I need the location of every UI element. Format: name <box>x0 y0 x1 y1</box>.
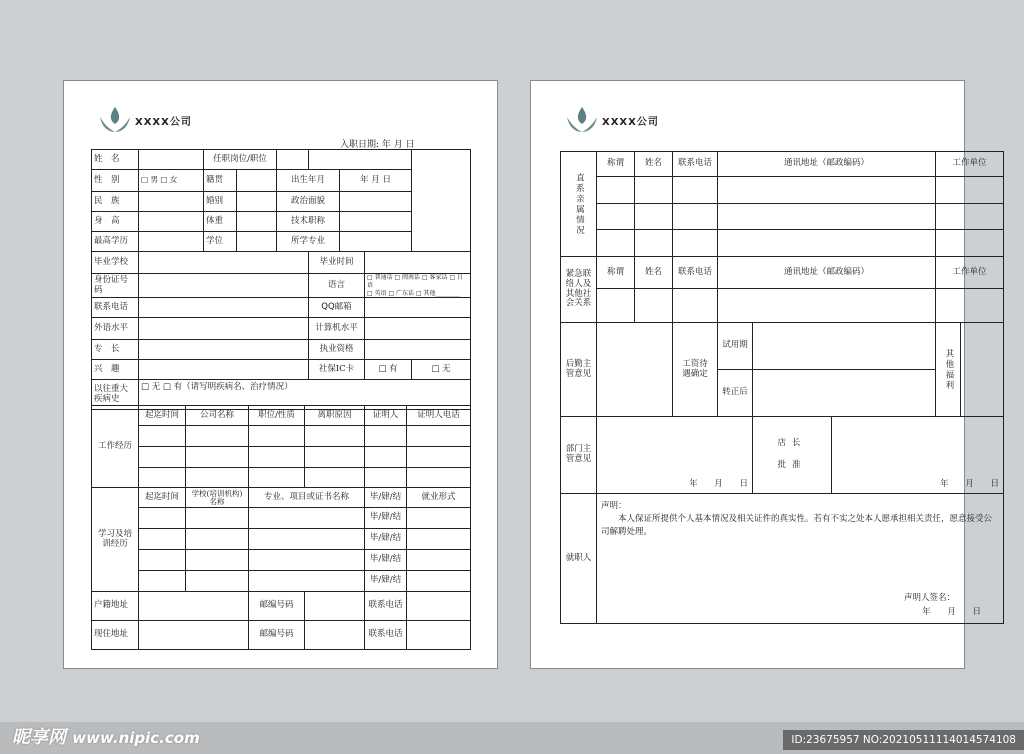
ethnic-field[interactable] <box>139 192 204 212</box>
regular-label: 转正后 <box>718 370 753 417</box>
degree-field[interactable] <box>237 232 277 252</box>
s-school-header: 学校(培训机构)名称 <box>186 488 249 508</box>
specialty-label: 专 长 <box>92 340 139 360</box>
work-cell[interactable] <box>407 447 471 468</box>
probation-field[interactable] <box>753 323 936 370</box>
regular-field[interactable] <box>753 370 936 417</box>
position-field-2[interactable] <box>309 150 412 170</box>
study-cell[interactable] <box>249 529 365 550</box>
watermark-id: ID:23675957 NO:20210511114014574108 <box>783 730 1024 750</box>
s-status-cell[interactable]: 毕/肄/结 <box>365 550 407 571</box>
manager-date: 年 月 日 <box>940 479 1000 490</box>
e-phone-header: 联系电话 <box>673 257 718 289</box>
work-cell[interactable] <box>365 468 407 488</box>
w-reason-header: 离职原因 <box>305 406 365 426</box>
leaf-logo-icon <box>98 105 132 135</box>
study-cell[interactable] <box>249 508 365 529</box>
study-cell[interactable] <box>186 529 249 550</box>
foreign-field[interactable] <box>139 318 309 340</box>
s-status-cell[interactable]: 毕/肄/结 <box>365 529 407 550</box>
computer-label: 计算机水平 <box>309 318 365 340</box>
phone-label: 联系电话 <box>92 298 139 318</box>
study-cell[interactable] <box>186 571 249 592</box>
company-name: XXXX公司 <box>135 116 192 128</box>
work-history-table <box>91 405 471 650</box>
signature-date: 年 月 日 <box>922 607 982 618</box>
id-field[interactable] <box>139 274 309 298</box>
leaf-logo-icon <box>565 105 599 135</box>
illness-options[interactable]: □ 无 □ 有（请写明疾病名、治疗情况） <box>139 380 471 410</box>
id-label: 身份证号码 <box>92 274 139 298</box>
weight-label: 体重 <box>204 212 237 232</box>
s-form-header: 就业形式 <box>407 488 471 508</box>
work-cell[interactable] <box>186 468 249 488</box>
personal-info-table <box>91 149 471 410</box>
weight-field[interactable] <box>237 212 277 232</box>
work-cell[interactable] <box>365 426 407 447</box>
family-cell[interactable] <box>597 177 635 204</box>
political-field[interactable] <box>340 192 412 212</box>
specialty-field[interactable] <box>139 340 309 360</box>
work-cell[interactable] <box>407 468 471 488</box>
address-label: 现住地址 <box>92 621 139 650</box>
family-cell[interactable] <box>936 204 1004 230</box>
study-cell[interactable] <box>407 571 471 592</box>
tech-field[interactable] <box>340 212 412 232</box>
f-name-header: 姓名 <box>635 152 673 177</box>
social-no-option[interactable]: □ 无 <box>412 360 471 380</box>
edu-label: 最高学历 <box>92 232 139 252</box>
e-work-header: 工作单位 <box>936 257 1004 289</box>
manager-label: 店长 <box>777 438 807 449</box>
lang-label: 语言 <box>309 274 365 298</box>
phone-field[interactable] <box>139 298 309 318</box>
work-cell[interactable] <box>305 468 365 488</box>
w-witness-header: 证明人 <box>365 406 407 426</box>
approve-label: 批准 <box>777 460 807 470</box>
major-field[interactable] <box>340 232 412 252</box>
native-field[interactable] <box>237 170 277 192</box>
family-cell[interactable] <box>597 204 635 230</box>
phone2-label: 联系电话 <box>365 592 407 621</box>
position-label: 任职岗位/职位 <box>204 150 277 170</box>
hukou-field[interactable] <box>139 592 249 621</box>
political-label: 政治面貌 <box>277 192 340 212</box>
family-cell[interactable] <box>718 204 936 230</box>
grad-time-label: 毕业时间 <box>309 252 365 274</box>
f-title-header: 称谓 <box>597 152 635 177</box>
ethnic-label: 民 族 <box>92 192 139 212</box>
family-label-text: 直系亲属情况 <box>574 172 585 236</box>
work-cell[interactable] <box>139 447 186 468</box>
study-cell[interactable] <box>407 508 471 529</box>
e-title-header: 称谓 <box>597 257 635 289</box>
name-field[interactable] <box>139 150 204 170</box>
study-label <box>92 488 139 592</box>
s-status-cell[interactable]: 毕/肄/结 <box>365 571 407 592</box>
emergency-cell[interactable] <box>936 289 1004 323</box>
study-cell[interactable] <box>186 550 249 571</box>
welfare-label-text: 其他福利 <box>943 348 954 391</box>
watermark-logo-text: 昵享网 <box>12 727 66 748</box>
tech-label: 技术职称 <box>277 212 340 232</box>
work-cell[interactable] <box>139 426 186 447</box>
company-logo <box>98 105 192 135</box>
work-cell[interactable] <box>186 447 249 468</box>
welfare-field[interactable] <box>961 323 1004 417</box>
study-cell[interactable] <box>139 550 186 571</box>
marriage-label: 婚别 <box>204 192 237 212</box>
watermark-url: www.nipic.com <box>72 729 200 747</box>
work-cell[interactable] <box>249 426 305 447</box>
study-cell[interactable] <box>407 550 471 571</box>
probation-label: 试用期 <box>718 323 753 370</box>
gender-label: 性 别 <box>92 170 139 192</box>
work-label: 工作经历 <box>92 406 139 488</box>
marriage-field[interactable] <box>237 192 277 212</box>
family-cell[interactable] <box>673 230 718 257</box>
work-cell[interactable] <box>186 426 249 447</box>
f-work-header: 工作单位 <box>936 152 1004 177</box>
form-page-2 <box>530 80 1000 669</box>
qq-field[interactable] <box>365 298 471 318</box>
emergency-cell[interactable] <box>673 289 718 323</box>
dept-label <box>561 417 597 494</box>
position-field[interactable] <box>277 150 309 170</box>
postcode-field-2[interactable] <box>305 621 365 650</box>
dept-date: 年 月 日 <box>689 479 748 490</box>
relations-table <box>560 151 1004 624</box>
hobby-label: 兴 趣 <box>92 360 139 380</box>
school-label: 毕业学校 <box>92 252 139 274</box>
work-cell[interactable] <box>365 447 407 468</box>
signature-label: 声明人签名： <box>904 593 956 604</box>
computer-field[interactable] <box>365 318 471 340</box>
degree-label: 学位 <box>204 232 237 252</box>
study-cell[interactable] <box>407 529 471 550</box>
e-name-header: 姓名 <box>635 257 673 289</box>
native-label: 籍贯 <box>204 170 237 192</box>
family-cell[interactable] <box>673 177 718 204</box>
family-cell[interactable] <box>718 177 936 204</box>
salary-label <box>673 323 718 417</box>
study-cell[interactable] <box>139 529 186 550</box>
license-label: 执业资格 <box>309 340 365 360</box>
emergency-label: 紧急联络人及其他社会关系 <box>561 257 597 323</box>
family-cell[interactable] <box>597 230 635 257</box>
s-status-cell[interactable]: 毕/肄/结 <box>365 508 407 529</box>
family-cell[interactable] <box>936 177 1004 204</box>
employee-label: 就职人 <box>561 494 597 624</box>
company-name-2: XXXX公司 <box>602 116 659 128</box>
family-cell[interactable] <box>635 177 673 204</box>
major-label: 所学专业 <box>277 232 340 252</box>
address-field[interactable] <box>139 621 249 650</box>
lang-options-line-2: □ 英语 □ 广东话 □ 其他________ <box>367 289 460 297</box>
f-phone-header: 联系电话 <box>673 152 718 177</box>
logistics-label <box>561 323 597 417</box>
height-label: 身 高 <box>92 212 139 232</box>
lang-options-line-1: □ 普通话 □ 闽南话 □ 客家话 □ 日语 <box>367 274 464 289</box>
form-page-1 <box>63 80 498 669</box>
social-yes-option[interactable]: □ 有 <box>365 360 412 380</box>
w-wphone-header: 证明人电话 <box>407 406 471 426</box>
welfare-label <box>936 323 961 417</box>
company-logo-2 <box>565 105 659 135</box>
family-label <box>561 152 597 257</box>
phone2-field-2[interactable] <box>407 621 471 650</box>
family-cell[interactable] <box>635 230 673 257</box>
declaration-title: 声明： <box>601 501 627 511</box>
declaration-box[interactable] <box>597 494 1004 624</box>
logistics-label-text: 后勤主管意见 <box>565 358 592 379</box>
s-period-header: 起迄时间 <box>139 488 186 508</box>
family-cell[interactable] <box>635 204 673 230</box>
family-cell[interactable] <box>936 230 1004 257</box>
study-cell[interactable] <box>139 571 186 592</box>
entry-date: 入职日期: 年 月 日 <box>340 140 415 150</box>
postcode-field[interactable] <box>305 592 365 621</box>
qq-label: QQ邮箱 <box>309 298 365 318</box>
work-cell[interactable] <box>305 426 365 447</box>
birth-field[interactable]: 年 月 日 <box>340 170 412 192</box>
school-field[interactable] <box>139 252 309 274</box>
study-cell[interactable] <box>249 571 365 592</box>
postcode-label-2: 邮编号码 <box>249 621 305 650</box>
postcode-label: 邮编号码 <box>249 592 305 621</box>
height-field[interactable] <box>139 212 204 232</box>
hobby-field[interactable] <box>139 360 309 380</box>
phone2-label-2: 联系电话 <box>365 621 407 650</box>
license-field[interactable] <box>365 340 471 360</box>
illness-label: 以往重大疾病史 <box>92 380 139 410</box>
study-label-text: 学习及培训经历 <box>97 528 132 549</box>
emergency-cell[interactable] <box>718 289 936 323</box>
birth-label: 出生年月 <box>277 170 340 192</box>
work-cell[interactable] <box>407 426 471 447</box>
manager-approve-field[interactable] <box>832 417 1004 494</box>
photo-box[interactable] <box>412 150 471 252</box>
e-addr-header: 通讯地址（邮政编码） <box>718 257 936 289</box>
grad-time-field[interactable] <box>365 252 471 274</box>
f-addr-header: 通讯地址（邮政编码） <box>718 152 936 177</box>
declaration-text: 本人保证所提供个人基本情况及相关证件的真实性。若有不实之处本人愿承担相关责任，愿意接受公司解聘处理。 <box>601 513 993 537</box>
study-cell[interactable] <box>186 508 249 529</box>
s-status-header: 毕/肄/结 <box>365 488 407 508</box>
s-major-header: 专业、项目或证书名称 <box>249 488 365 508</box>
manager-approve-box <box>753 417 832 494</box>
foreign-label: 外语水平 <box>92 318 139 340</box>
family-cell[interactable] <box>718 230 936 257</box>
logistics-opinion-field[interactable] <box>597 323 673 417</box>
work-cell[interactable] <box>249 468 305 488</box>
w-post-header: 职位/性质 <box>249 406 305 426</box>
w-period-header: 起迄时间 <box>139 406 186 426</box>
gender-options[interactable]: □ 男 □ 女 <box>139 170 204 192</box>
emergency-cell[interactable] <box>597 289 635 323</box>
name-label: 姓 名 <box>92 150 139 170</box>
family-cell[interactable] <box>673 204 718 230</box>
phone2-field[interactable] <box>407 592 471 621</box>
study-cell[interactable] <box>139 508 186 529</box>
watermark-logo <box>12 723 200 749</box>
study-cell[interactable] <box>249 550 365 571</box>
salary-label-text: 工资待遇确定 <box>682 358 708 379</box>
work-cell[interactable] <box>139 468 186 488</box>
hukou-label: 户籍地址 <box>92 592 139 621</box>
edu-field[interactable] <box>139 232 204 252</box>
dept-opinion-field[interactable] <box>597 417 753 494</box>
emergency-cell[interactable] <box>635 289 673 323</box>
dept-label-text: 部门主管意见 <box>565 444 592 464</box>
social-label: 社保IC卡 <box>309 360 365 380</box>
w-company-header: 公司名称 <box>186 406 249 426</box>
work-cell[interactable] <box>249 447 305 468</box>
work-cell[interactable] <box>305 447 365 468</box>
lang-options[interactable] <box>365 274 471 298</box>
